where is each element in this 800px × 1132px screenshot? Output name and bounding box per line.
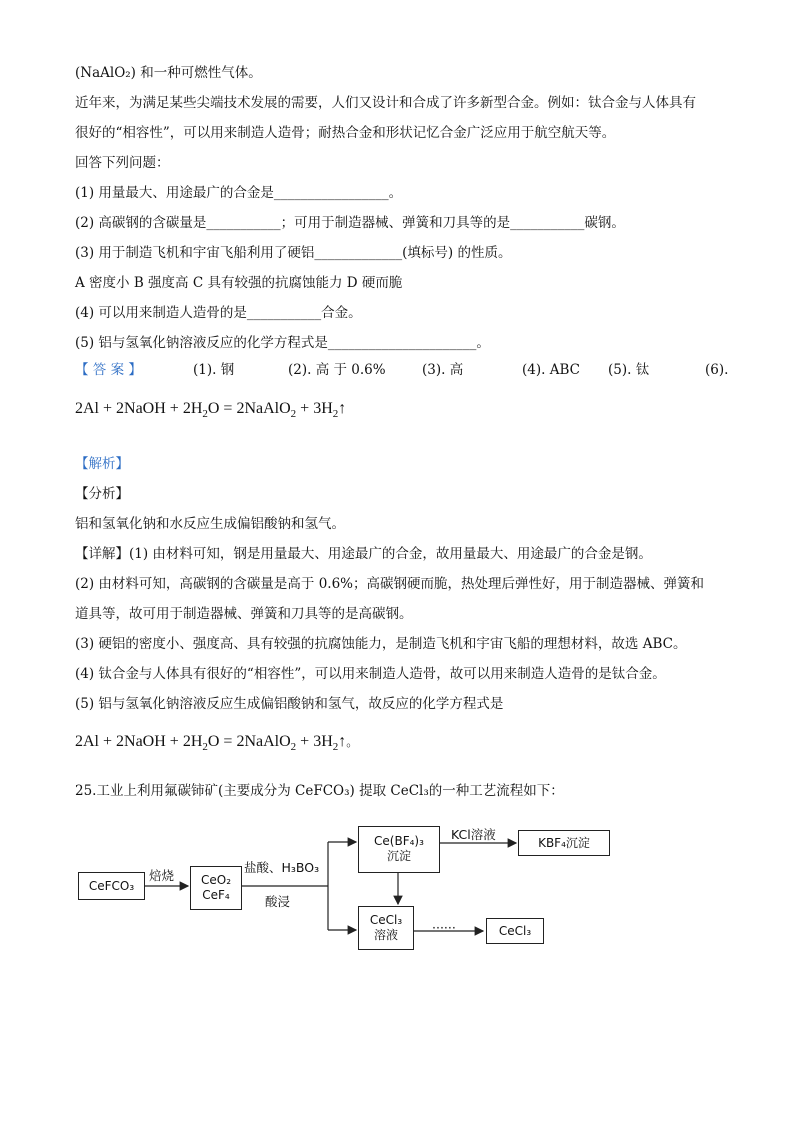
- text-line: (NaAlO₂) 和一种可燃性气体。: [75, 65, 262, 81]
- text-line: 近年来，为满足某些尖端技术发展的需要，人们又设计和合成了许多新型合金。例如：钛合金与人体具有: [75, 95, 696, 111]
- answer-5: (5). 钛: [608, 362, 650, 378]
- label-kcl: KCl溶液: [451, 827, 496, 842]
- answer-1: (1). 钢: [193, 362, 235, 378]
- box-ce-bf4-3: Ce(BF₄)₃ 沉淀: [358, 826, 440, 873]
- analysis-text: 铝和氢氧化钠和水反应生成偏铝酸钠和氢气。: [75, 516, 345, 532]
- question-4: (4) 可以用来制造人造骨的是___________合金。: [75, 305, 362, 321]
- detail-5: (5) 铝与氢氧化钠溶液反应生成偏铝酸钠和氢气，故反应的化学方程式是: [75, 696, 504, 712]
- question-2: (2) 高碳钢的含碳量是___________；可用于制造器械、弹簧和刀具等的是___________碳钢。: [75, 215, 625, 231]
- detail-2: (2) 由材料可知，高碳钢的含碳量是高于 0.6%；高碳钢硬而脆，热处理后弹性好，用于制造器械、弹簧和: [75, 576, 705, 592]
- detail-1: 【详解】(1) 由材料可知，钢是用量最大、用途最广的合金，故用量最大、用途最广的合金是钢。: [75, 546, 652, 562]
- question-1: (1) 用量最大、用途最广的合金是_________________。: [75, 185, 403, 201]
- equation: 2Al + 2NaOH + $2H_2O$ = 2NaAlO$_2$ + $3H_2↑$。: [75, 733, 359, 754]
- fenxi-heading: 【分析】: [75, 486, 129, 502]
- box-ceo2-cef4: CeO₂ CeF₄: [190, 866, 242, 910]
- label-dots: ······: [432, 920, 456, 935]
- detail-2b: 道具等，故可用于制造器械、弹簧和刀具等的是高碳钢。: [75, 606, 413, 622]
- answer-tag: 【 答 案 】: [75, 362, 142, 378]
- label-acid: 盐酸、H₃BO₃: [244, 860, 320, 875]
- question-25: 25.工业上利用氟碳铈矿(主要成分为 CeFCO₃) 提取 CeCl₃的一种工艺流程如下：: [75, 783, 564, 799]
- box-kbf4: KBF₄沉淀: [518, 830, 610, 856]
- box-cecl3: CeCl₃: [486, 918, 544, 944]
- text-line: 很好的“相容性”，可以用来制造人造骨；耐热合金和形状记忆合金广泛应用于航空航天等。: [75, 125, 616, 141]
- question-5: (5) 铝与氢氧化钠溶液反应的化学方程式是______________________。: [75, 335, 490, 351]
- jiexi-heading: 【解析】: [75, 456, 129, 472]
- detail-4: (4) 钛合金与人体具有很好的“相容性”，可以用来制造人造骨，故可以用来制造人造骨的是钛合金。: [75, 666, 666, 682]
- question-3-options: A 密度小 B 强度高 C 具有较强的抗腐蚀能力 D 硬而脆: [75, 275, 403, 291]
- answer-3: (3). 高: [422, 362, 464, 378]
- text-line: 回答下列问题：: [75, 155, 170, 171]
- box-cecl3-solution: CeCl₃ 溶液: [358, 906, 414, 950]
- box-cefco3: CeFCO₃: [78, 872, 145, 900]
- label-leach: 酸浸: [265, 894, 291, 909]
- equation: 2Al + 2NaOH + $2H_2O$ = 2NaAlO$_2$ + $3H_2↑$: [75, 400, 347, 421]
- detail-3: (3) 硬铝的密度小、强度高、具有较强的抗腐蚀能力，是制造飞机和宇宙飞船的理想材料，故选 ABC。: [75, 636, 687, 652]
- answer-6: (6).: [705, 362, 729, 378]
- question-3: (3) 用于制造飞机和宇宙飞船利用了硬铝_____________(填标号) 的性质。: [75, 245, 512, 261]
- answer-4: (4). ABC: [522, 362, 580, 378]
- label-roast: 焙烧: [149, 868, 175, 883]
- answer-2: (2). 高 于 0.6%: [288, 362, 386, 378]
